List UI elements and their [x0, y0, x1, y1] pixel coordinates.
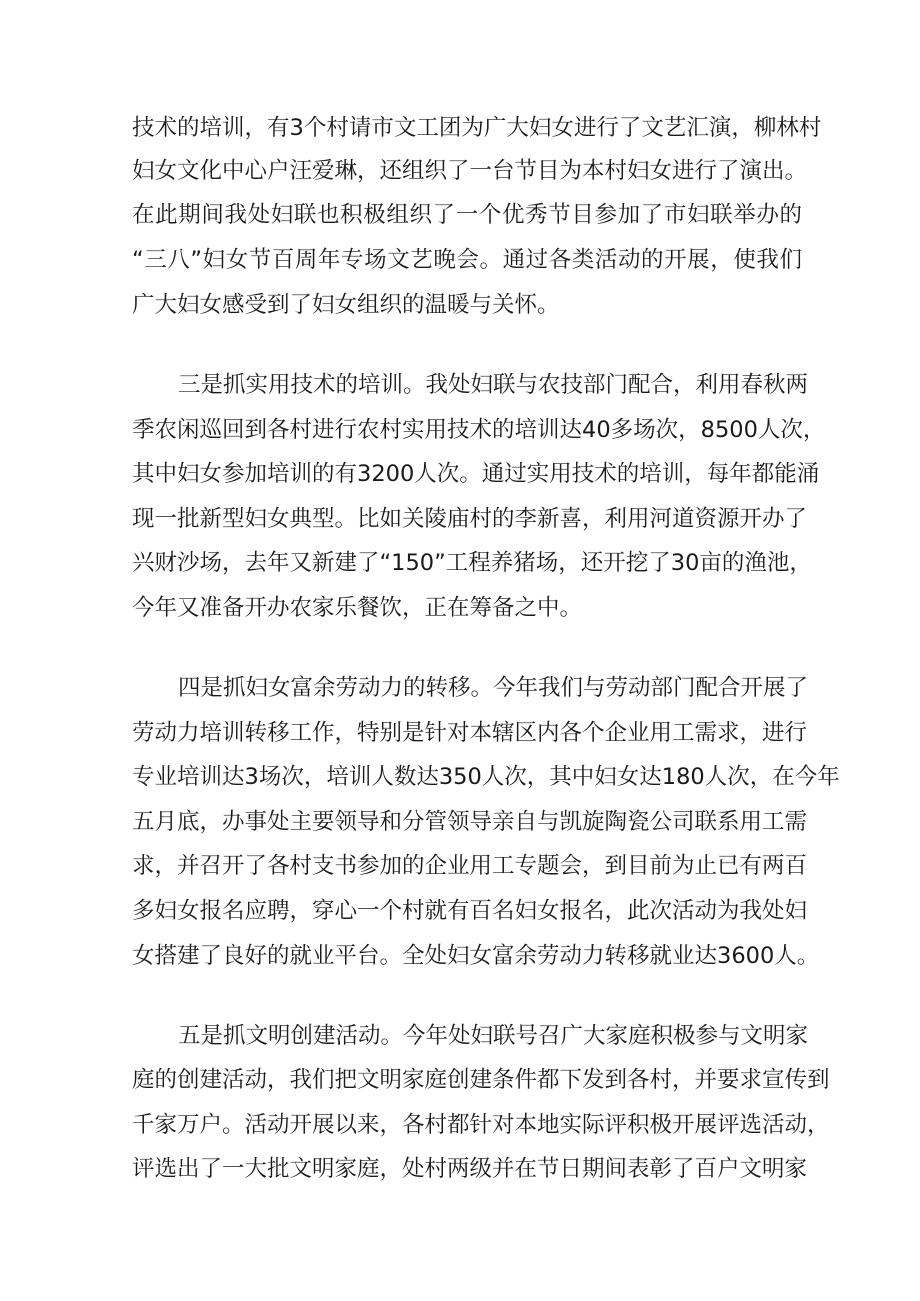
- text-line: 千家万户。活动开展以来，各村都针对本地实际评积极开展评选活动，: [132, 1112, 830, 1138]
- text-line: 三是抓实用技术的培训。我处妇联与农技部门配合，利用春秋两: [178, 372, 809, 398]
- text-line: 季农闲巡回到各村进行农村实用技术的培训达40多场次，8500人次，: [132, 417, 826, 443]
- text-line: 现一批新型妇女典型。比如关陵庙村的李新喜，利用河道资源开办了: [132, 506, 808, 532]
- text-line: 劳动力培训转移工作，特别是针对本辖区内各个企业用工需求，进行: [132, 720, 808, 746]
- text-line: 今年又准备开办农家乐餐饮，正在筹备之中。: [132, 595, 583, 621]
- text-line: 评选出了一大批文明家庭，处村两级并在节日期间表彰了百户文明家: [132, 1156, 808, 1182]
- text-line: 庭的创建活动，我们把文明家庭创建条件都下发到各村，并要求宣传到: [132, 1067, 830, 1093]
- text-line: 四是抓妇女富余劳动力的转移。今年我们与劳动部门配合开展了: [178, 675, 809, 701]
- text-line: 五月底，办事处主要领导和分管领导亲自与凯旋陶瓷公司联系用工需: [132, 809, 808, 835]
- text-line: 专业培训达3场次，培训人数达350人次，其中妇女达180人次，在今年: [132, 764, 840, 790]
- text-line: 多妇女报名应聘，穿心一个村就有百名妇女报名，此次活动为我处妇: [132, 898, 808, 924]
- text-line: 在此期间我处妇联也积极组织了一个优秀节目参加了市妇联举办的: [132, 202, 802, 228]
- text-line: 其中妇女参加培训的有3200人次。通过实用技术的培训，每年都能涌: [132, 461, 820, 487]
- text-line: 技术的培训，有3个村请市文工团为广大妇女进行了文艺汇演，柳林村: [132, 115, 822, 141]
- text-line: “三八”妇女节百周年专场文艺晚会。通过各类活动的开展，使我们: [132, 247, 802, 273]
- text-line: 五是抓文明创建活动。今年处妇联号召广大家庭积极参与文明家: [178, 1023, 809, 1049]
- text-line: 妇女文化中心户汪爱琳，还组织了一台节目为本村妇女进行了演出。: [132, 158, 808, 184]
- text-line: 广大妇女感受到了妇女组织的温暖与关怀。: [132, 292, 560, 318]
- text-line: 兴财沙场，去年又新建了“150”工程养猪场，还开挖了30亩的渔池，: [132, 550, 812, 576]
- text-line: 求，并召开了各村支书参加的企业用工专题会，到目前为止已有两百: [132, 853, 808, 879]
- text-line: 女搭建了良好的就业平台。全处妇女富余劳动力转移就业达3600人。: [132, 943, 820, 969]
